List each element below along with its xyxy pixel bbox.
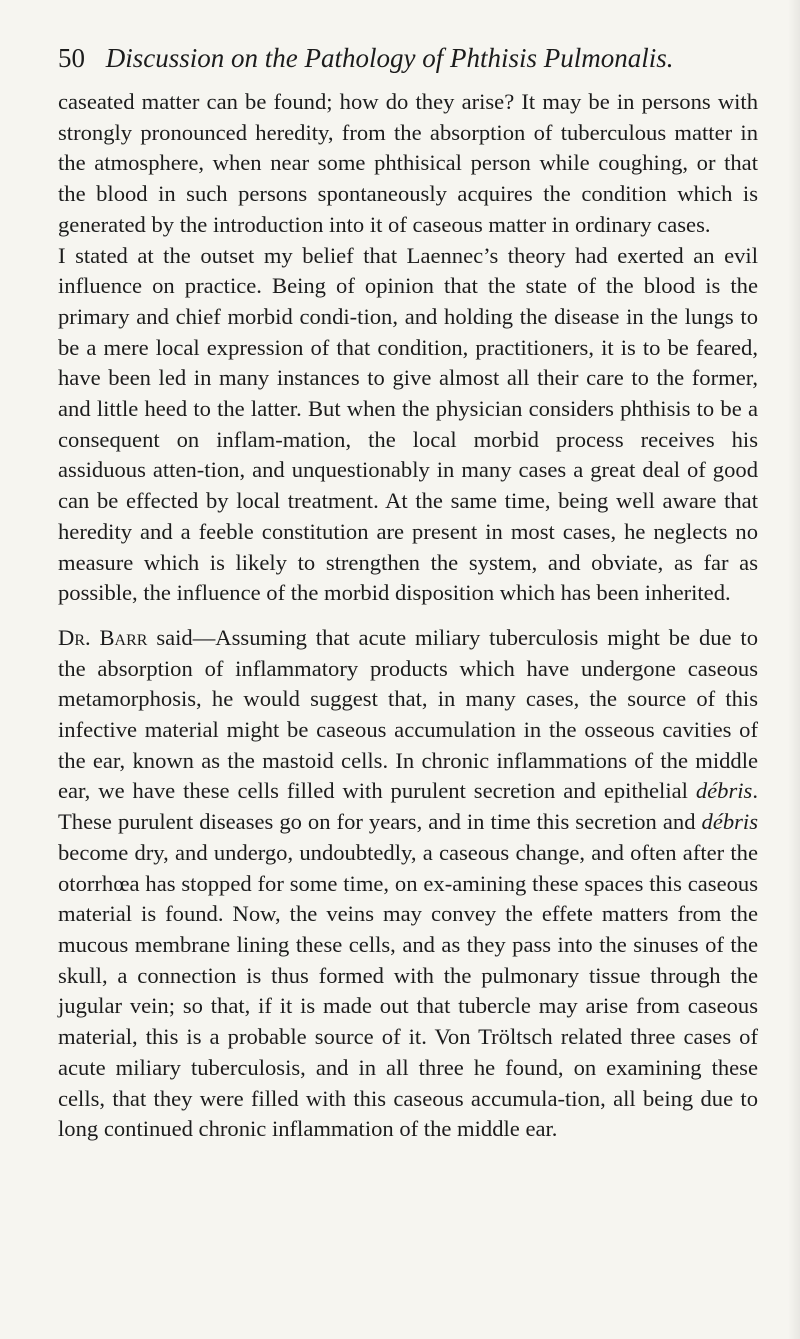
body-text [58, 87, 758, 1145]
italic-term-debris-2: débris [701, 809, 758, 835]
paragraph-3-part-3: become dry, and undergo, undoubtedly, a caseous change, and often after the otorrhœa has stopped for some time, on ex-amining these spaces this caseous material is found. Now, the veins may convey the effete matters from the mucous membrane lining these cells, and as they pass into the sinuses of the skull, a connection is thus formed with the pulmonary tissue through the jugular vein; so that, if it is made out that tubercle may arise from caseous material, this is a probable source of it. Von Tröltsch related three cases of acute miliary tuberculosis, and in all three he found, on examining these cells, that they were filled with this caseous accumula-tion, all being due to long continued chronic inflammation of the middle ear. [58, 839, 758, 1142]
running-head [58, 40, 758, 76]
paragraph-2: I stated at the outset my belief that Laennec’s theory had exerted an evil influence on practice. Being of opinion that the state of the blood is the primary and chief morbid condi-tion, and holding the disease in the lungs to be a mere local expression of that condition, practitioners, it is to be feared, have been led in many instances to give almost all their care to the former, and little heed to the latter. But when the physician considers phthisis to be a consequent on inflam-mation, the local morbid process receives his assiduous atten-tion, and unquestionably in many cases a great deal of good can be effected by local treatment. At the same time, being well aware that heredity and a feeble constitution are present in most cases, he neglects no measure which is likely to strengthen the system, and obviate, as far as possible, the influence of the morbid disposition which has been inherited. [58, 242, 758, 606]
italic-term-debris-1: débris [695, 778, 753, 804]
page-edge-shadow [788, 0, 800, 1339]
paragraph-3-part-2: . These purulent diseases go on for years, and in time this secretion and [58, 778, 758, 835]
running-title: Discussion on the Pathology of Phthisis Pulmonalis. [105, 43, 674, 73]
paragraph-3-part-1: said—Assuming that acute miliary tuberculosis might be due to the absorption of inflammatory products which have undergone caseous metamorphosis, he would suggest that, in many cases, the source of this infective material might be caseous accumulation in the osseous cavities of the ear, known as the mastoid cells. In chronic inflammations of the middle ear, we have these cells filled with purulent secretion and epithelial [58, 624, 758, 804]
page-number: 50 [58, 43, 85, 73]
paragraph-3 [58, 623, 758, 1145]
paragraph-1: caseated matter can be found; how do they arise? It may be in persons with strongly pronounced heredity, from the absorption of tuberculous matter in the atmosphere, when near some phthisical person while coughing, or that the blood in such persons spontaneously acquires the condition which is generated by the introduction into it of caseous matter in ordinary cases. [58, 89, 758, 237]
speaker-name: Dr. Barr [58, 624, 148, 650]
